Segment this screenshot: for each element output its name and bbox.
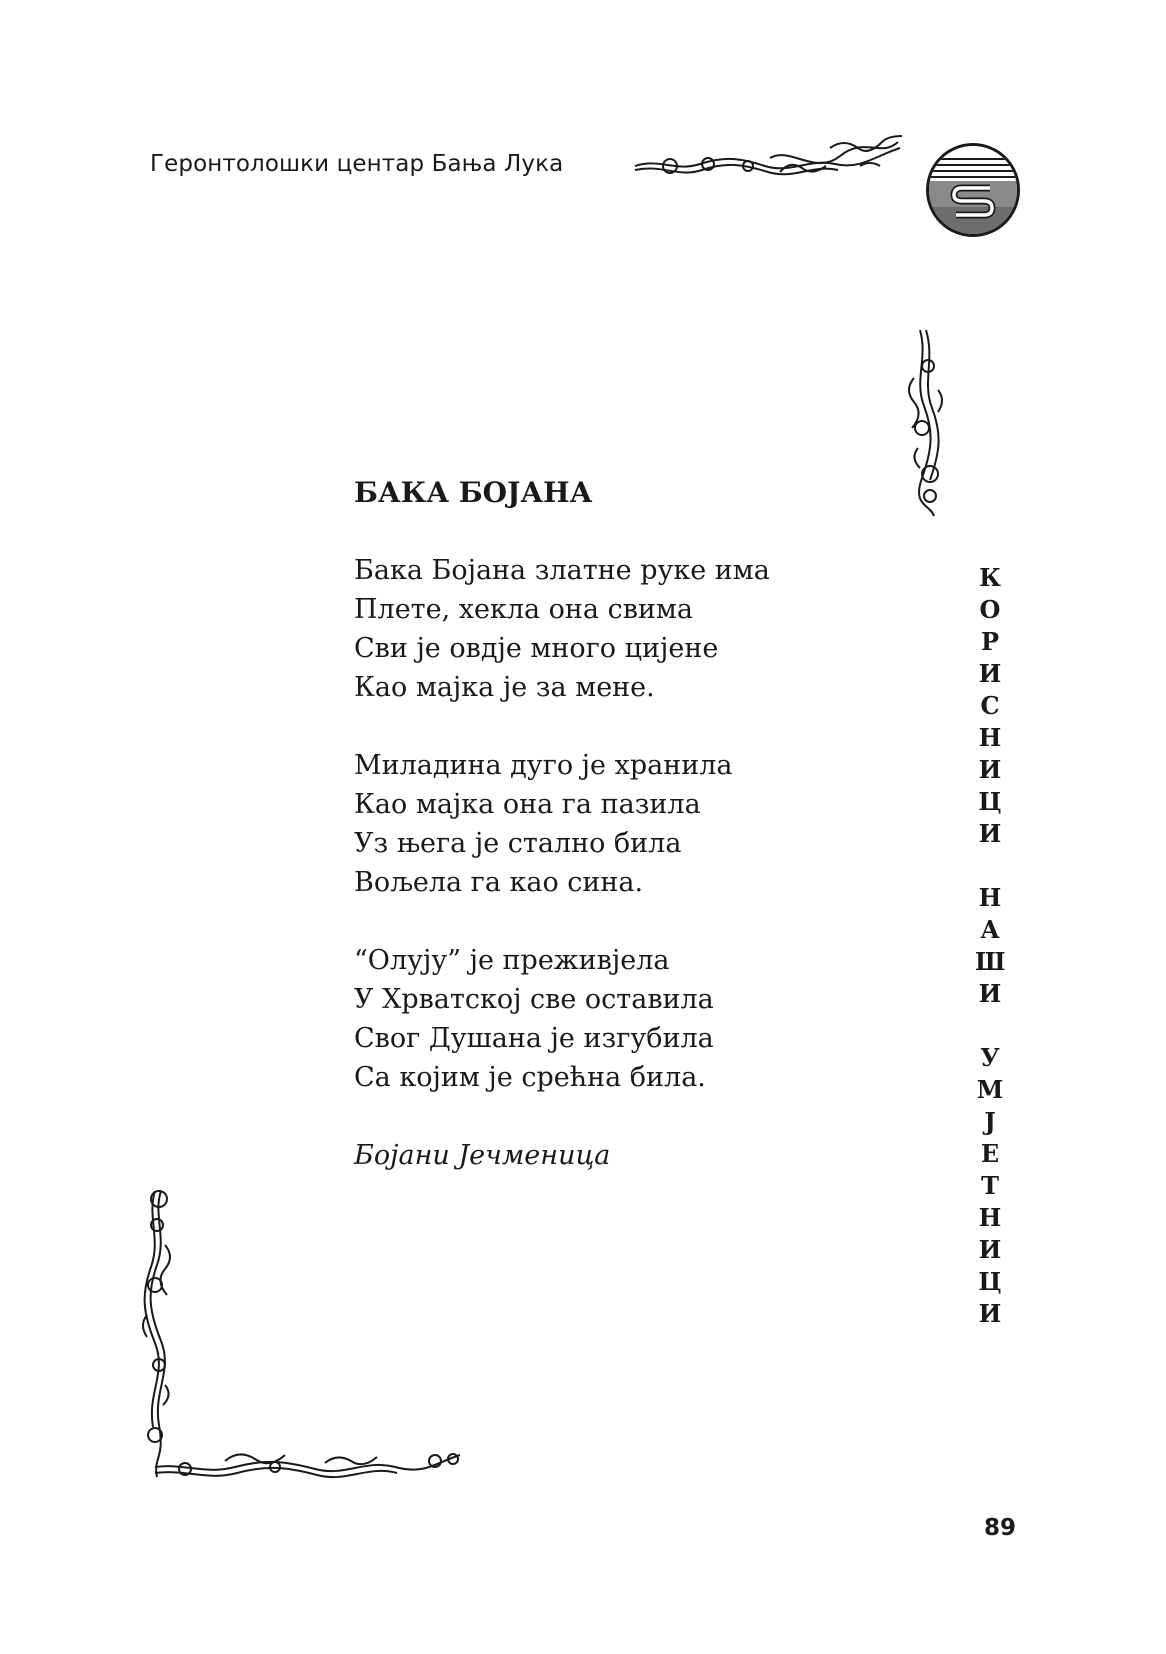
side-label-word [975,562,1005,850]
side-label-letter: М [976,1075,1004,1104]
side-label-letter: У [980,1043,1000,1072]
verse-line: Вољела га као сина. [354,867,644,898]
side-label-letter: Н [978,723,1002,752]
side-section-label [975,562,1005,1330]
side-label-letter: А [980,915,1000,944]
running-header: Геронтолошки центар Бања Лука [150,151,564,177]
side-label-letter: Н [978,1203,1002,1232]
bottom-left-vine-ornament-icon [135,1185,475,1485]
side-label-letter: О [979,595,1001,624]
verse-line: Са којим је срећна била. [354,1062,706,1093]
publisher-logo-icon [924,141,1022,239]
side-label-letter: Н [978,883,1002,912]
stanza [354,551,770,707]
side-label-letter: Р [980,627,1000,656]
side-label-letter: К [979,563,1001,592]
page-number: 89 [984,1515,1017,1541]
verse-line: Миладина дуго је хранила [354,750,733,781]
side-label-letter: С [980,691,1000,720]
verse-line: Свог Душана је изгубила [354,1023,714,1054]
side-label-letter: И [978,819,1002,848]
side-label-letter: И [978,979,1002,1008]
side-label-letter: Ц [978,787,1002,816]
poem-title: БАКА БОЈАНА [354,476,593,509]
verse-line: Бака Бојана златне руке има [354,555,770,586]
verse-line: Уз њега је стално била [354,828,682,859]
poem-author: Бојани Јечменица [354,1140,611,1171]
side-label-word [975,1042,1005,1330]
side-label-letter: И [978,755,1002,784]
side-label-letter: Т [981,1171,999,1200]
side-label-letter: И [978,1235,1002,1264]
stanza [354,941,770,1097]
side-label-word [975,882,1005,1010]
verse-line: Као мајка она га пазила [354,789,701,820]
verse-line: Као мајка је за мене. [354,672,655,703]
side-label-letter: Е [980,1139,1000,1168]
verse-line: У Хрватској све оставила [354,984,714,1015]
verse-line: Плете, хекла она свима [354,594,694,625]
side-label-letter: И [978,659,1002,688]
side-label-letter: Ј [984,1107,996,1136]
stanza [354,746,770,902]
side-label-letter: И [978,1299,1002,1328]
side-label-letter: Ц [978,1267,1002,1296]
verse-line: Сви је овдје много цијене [354,633,719,664]
side-label-letter: Ш [975,947,1006,976]
poem-body [354,551,770,1175]
verse-line: “Олују” је преживјела [354,945,670,976]
